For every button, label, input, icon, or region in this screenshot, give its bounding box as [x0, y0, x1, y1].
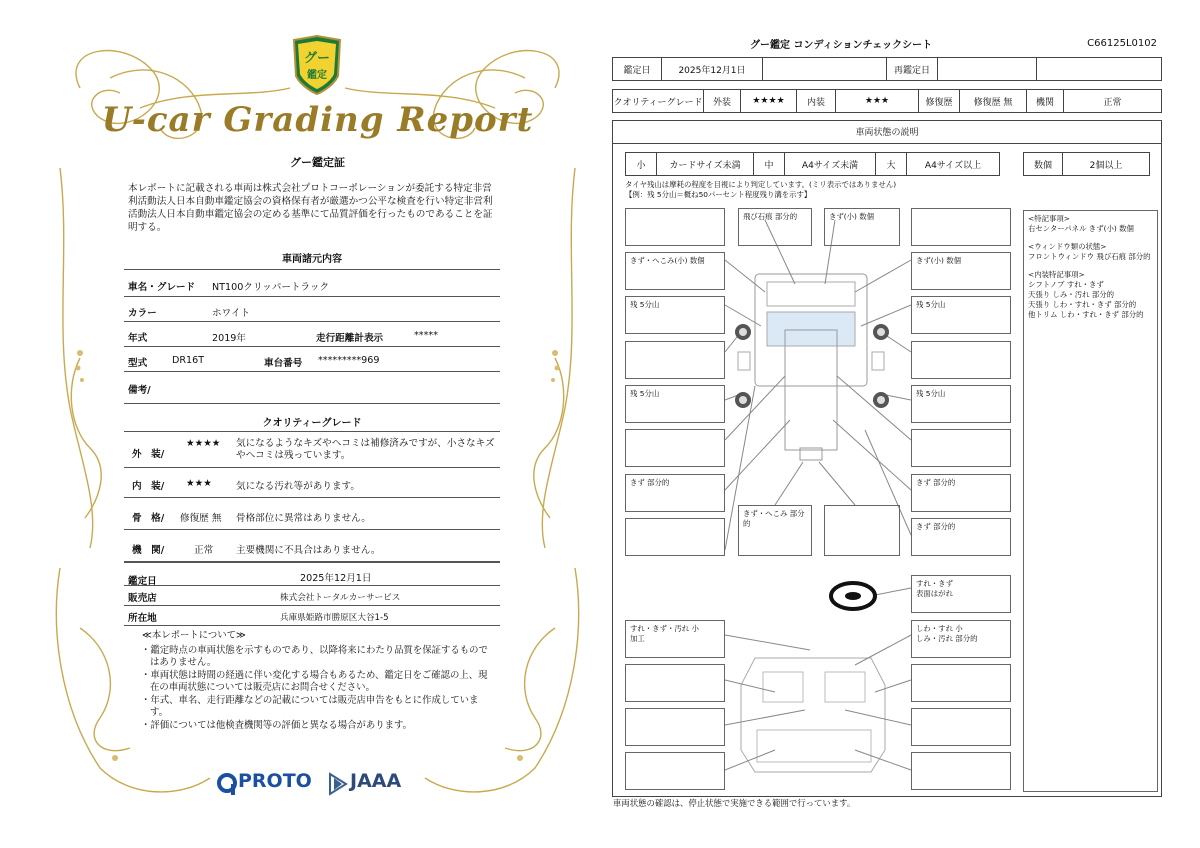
exterior-label: 外装: [703, 89, 741, 113]
box-right-1: [911, 208, 1011, 246]
quality-section-title: クオリティーグレード: [262, 418, 362, 429]
tire-example-note: 【例：残 5分山＝概ね50パーセント程度残り溝を示す】: [625, 190, 812, 199]
box-left-5: 残 5分山: [625, 385, 725, 423]
row-remarks: 備考/: [124, 372, 500, 404]
special-notes-panel: <特記事項> 右センターパネル きず(小) 数個 <ウィンドウ類の状態> フロントウィンドウ 飛び石痕 部分的 <内装特記事項> シフトノブ すれ・きず 天張り しみ・汚れ 部分的 天張り しわ・すれ・きず 部分的 他トリム しわ・すれ・きず 部分的: [1023, 210, 1158, 792]
box-top-mid-2: きず(小) 数個: [824, 208, 900, 246]
svg-text:鑑定: 鑑定: [307, 70, 327, 81]
box-right-6: [911, 429, 1011, 467]
exterior-stars: ★★★★: [186, 438, 221, 449]
jaaa-logo-icon: [328, 772, 348, 796]
interior-stars: ★★★: [186, 478, 212, 489]
row-engine: 機 関/ 正常 主要機関に不具合はありません。: [124, 530, 500, 562]
svg-text:グー: グー: [303, 51, 331, 66]
box-left-1: [625, 208, 725, 246]
grading-certificate: [40, 28, 595, 818]
spec-section-title: 車両諸元内容: [282, 254, 342, 265]
row-interior: 内 装/ ★★★ 気になる汚れ等があります。: [124, 468, 500, 498]
row-model: 型式 DR16T 車台番号 *********969: [124, 347, 500, 372]
box-right-5: 残 5分山: [911, 385, 1011, 423]
redate-label: 再鑑定日: [886, 57, 938, 81]
proto-logo-icon: [216, 772, 238, 796]
box-right-3: 残 5分山: [911, 296, 1011, 334]
row-color: カラー ホワイト: [124, 297, 500, 322]
row-grading-date: 鑑定日 2025年12月1日: [124, 562, 500, 586]
legend-large-desc: A4サイズ以上: [906, 152, 1000, 176]
row-dealer: 販売店 株式会社トータルカーサービス: [124, 586, 500, 606]
box-left-3: 残 5分山: [625, 296, 725, 334]
legend-medium-desc: A4サイズ未満: [784, 152, 876, 176]
engine-label: 機関: [1026, 89, 1064, 113]
tire-note: タイヤ残山は摩耗の程度を目視により判定しています。(ミリ表示ではありません): [625, 180, 897, 189]
box-left-2: きず・へこみ(小) 数個: [625, 252, 725, 290]
row-vehicle-name: 車名・グレード NT100クリッパートラック: [124, 270, 500, 297]
engine-value: 正常: [1063, 89, 1162, 113]
legend-medium: 中: [753, 152, 785, 176]
legend-count: 数個: [1023, 152, 1063, 176]
interior-stars: ★★★: [835, 89, 919, 113]
certificate-heading: グー鑑定証: [290, 156, 345, 169]
row-frame: 骨 格/ 修復歴 無 骨格部位に異常はありません。: [124, 498, 500, 530]
box-left-8: [625, 518, 725, 556]
legend-small: 小: [625, 152, 657, 176]
box-right-2: きず(小) 数個: [911, 252, 1011, 290]
certificate-statement: 本レポートに記載される車両は株式会社プロトコーポレーションが委託する特定非営利活動法人日本自動車鑑定協会の資格保有者が厳選かつ公平な検査を行い特定非営利活動法人日本自動車鑑定協会の定める基準にて品質評価を行ったものであることを証明する。: [128, 183, 493, 233]
box-int-right-2: [911, 664, 1011, 702]
repair-value: 修復歴 無: [959, 89, 1027, 113]
sheet-title: グー鑑定 コンディションチェックシート: [750, 40, 933, 51]
legend-count-desc: 2個以上: [1062, 152, 1150, 176]
box-int-right-3: [911, 708, 1011, 746]
box-int-right-1: しわ・すれ 小 しみ・汚れ 部分的: [911, 620, 1011, 658]
box-int-left-1: すれ・きず・汚れ 小 加工: [625, 620, 725, 658]
row-year: 年式 2019年 走行距離計表示 *****: [124, 322, 500, 347]
sheet-code: C66125L0102: [1087, 38, 1157, 49]
report-title: U-car Grading Report: [101, 100, 534, 140]
box-steering: すれ・きず 表面はがれ: [911, 575, 1011, 613]
sheet-footer: 車両状態の確認は、停止状態で実施できる範囲で行っています。: [613, 798, 856, 808]
box-top-mid-1: 飛び石痕 部分的: [738, 208, 812, 246]
box-int-left-2: [625, 664, 725, 702]
repair-label: 修復歴: [918, 89, 960, 113]
condition-check-sheet: [605, 30, 1167, 815]
goo-kantei-logo: [288, 34, 346, 96]
date-value: 2025年12月1日: [661, 57, 763, 81]
quality-label: クオリティーグレード: [612, 89, 704, 113]
proto-brand: PROTO: [238, 770, 312, 792]
row-address: 所在地 兵庫県姫路市勝原区大谷1-5: [124, 606, 500, 626]
box-right-7: きず 部分的: [911, 474, 1011, 512]
box-int-left-4: [625, 752, 725, 790]
box-right-8: きず 部分的: [911, 518, 1011, 556]
box-left-7: きず 部分的: [625, 474, 725, 512]
row-exterior: 外 装/ ★★★★ 気になるようなキズやヘコミは補修済みですが、小さなキズやヘコミは残っています。: [124, 432, 500, 468]
box-right-4: [911, 341, 1011, 379]
box-bottom-mid-2: [824, 505, 900, 556]
box-int-left-3: [625, 708, 725, 746]
legend-large: 大: [875, 152, 907, 176]
legend-small-desc: カードサイズ未満: [656, 152, 754, 176]
report-notes: ≪本レポートについて≫ ・鑑定時点の車両状態を示すものであり、以降将来にわたり品質を保証するものではありません。 ・車両状態は時間の経過に伴い変化する場合もあるため、鑑定日をご確認の上、現在の車両状態については販売店にお問合せください。 ・年式、車名、走行距離などの記載については販売店申告をもとに作成しています。 ・評価については他検査機関等の評価と異なる場合があります。: [141, 630, 488, 731]
box-int-right-4: [911, 752, 1011, 790]
date-label: 鑑定日: [612, 57, 662, 81]
exterior-stars: ★★★★: [740, 89, 797, 113]
jaaa-brand: JAAA: [350, 770, 402, 792]
box-bottom-mid-1: きず・へこみ 部分的: [738, 505, 812, 556]
explain-title: 車両状態の説明: [612, 120, 1162, 144]
box-left-6: [625, 429, 725, 467]
steering-wheel-icon: [831, 583, 875, 609]
interior-label: 内装: [796, 89, 836, 113]
box-left-4: [625, 341, 725, 379]
